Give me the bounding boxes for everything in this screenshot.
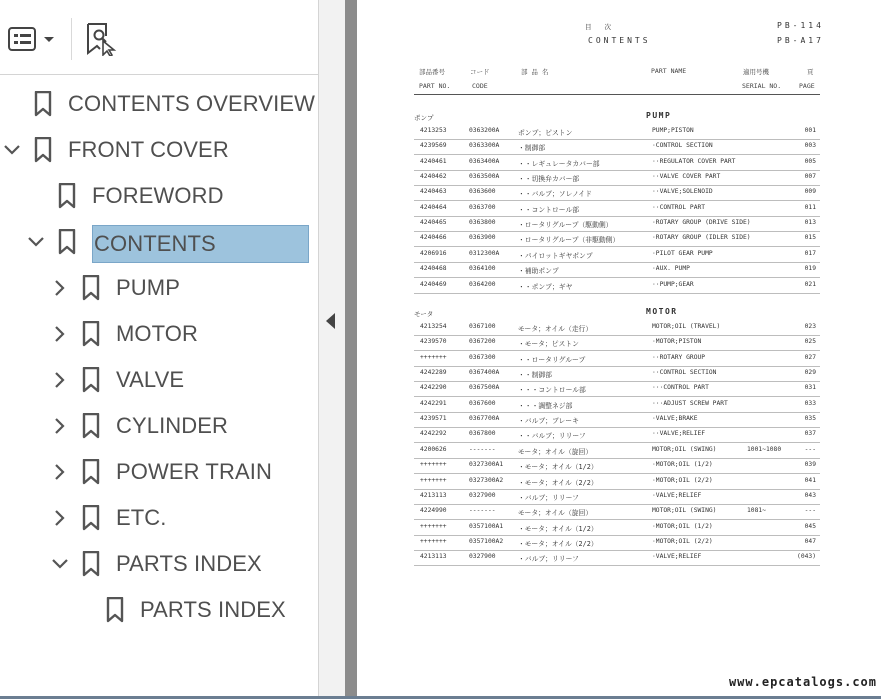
cell-code: 0367600 [469,399,496,407]
cell-part-no: 4206916 [420,249,447,257]
table-row [414,262,820,278]
table-row [414,170,820,186]
cell-code: ------- [469,507,496,515]
cell-part-no: 4242289 [420,369,447,377]
cell-part-no: 4213253 [420,127,447,134]
col-name-jp: 部 品 名 [521,68,549,76]
cell-part-name-en: ··PUMP;GEAR [652,280,694,288]
cell-code: 0363800 [469,219,496,227]
cell-code: 0312300A [469,249,500,257]
list-options-icon [8,26,38,52]
cell-part-name-jp: ・モータ；オイル（1/2） [518,524,598,533]
cell-part-name-en: ·VALVE;BRAKE [652,415,698,423]
bookmark-contents[interactable] [0,222,318,262]
cell-part-name-jp: ・バルブ；ブレーキ [518,417,579,426]
bookmark-label: MOTOR [116,321,198,346]
cell-part-no: 4239569 [420,142,447,150]
cell-page-no: 031 [804,384,816,392]
cell-part-name-en: ··VALVE;RELIEF [652,430,706,438]
col-part-no-en: PART NO. [419,82,451,90]
table-row [414,397,820,413]
cell-page-no: 041 [804,476,816,484]
bookmark-icon [34,91,52,117]
cell-part-name-en: ·MOTOR;OIL (2/2) [652,537,713,545]
bookmark-icon [82,367,100,393]
bookmark-foreword[interactable] [0,176,318,216]
cell-code: 0367300 [469,353,496,361]
bookmark-icon [106,597,124,623]
cell-part-no: 4242290 [420,384,447,392]
cell-part-name-en: ·VALVE;RELIEF [652,491,702,499]
table-row [414,550,820,566]
bookmark-icon [34,137,52,163]
col-page-jp: 頁 [807,68,814,76]
bookmark-icon [82,275,100,301]
cell-code: 0367100 [469,323,496,330]
chevron-right-icon[interactable] [50,370,70,390]
cell-code: 0363300A [469,142,500,150]
bookmark-label: FRONT COVER [68,137,229,162]
cell-part-name-jp: モータ；オイル（走行） [518,325,593,333]
table-row [414,474,820,490]
cell-part-no: 4240464 [420,203,447,211]
table-row [414,247,820,263]
table-row [414,351,820,367]
cell-part-name-jp: ・・レギュレータカバー部 [518,159,600,168]
cell-code: 0327300A2 [469,476,504,484]
cell-part-name-en: ·MOTOR;OIL (1/2) [652,461,713,469]
cell-page-no: 011 [804,203,816,211]
cell-part-name-jp: ・ロータリグループ（非駆動側） [518,236,620,245]
cell-page-no: 003 [804,142,816,150]
cell-part-no: +++++++ [420,476,447,484]
bookmark-contents-overview[interactable] [0,84,318,124]
bookmarks-panel [0,0,319,699]
chevron-down-icon[interactable] [26,232,46,252]
cell-page-no: 045 [804,522,816,530]
chevron-down-icon[interactable] [50,554,70,574]
table-row [414,427,820,443]
page-gutter [345,0,357,699]
bookmark-icon [82,459,100,485]
cell-part-no: 4239571 [420,415,447,423]
cell-part-no: 4242292 [420,430,447,438]
cell-part-no: 4240466 [420,234,447,242]
cell-part-no: +++++++ [420,353,447,361]
cell-part-name-en: ·MOTOR;PISTON [652,338,702,346]
cell-part-name-en: PUMP;PISTON [652,127,694,134]
cell-part-no: +++++++ [420,522,447,530]
bookmark-label: FOREWORD [92,183,224,208]
cell-page-no: 021 [804,280,816,288]
cell-code: 0363900 [469,234,496,242]
cell-page-no: 023 [804,323,816,330]
bookmark-front-cover[interactable] [0,130,318,170]
cell-part-no: +++++++ [420,537,447,545]
cell-part-name-en: ··CONTROL SECTION [652,369,717,377]
table-row [414,535,820,551]
bookmark-icon [58,229,76,255]
table-row [414,320,820,336]
bookmark-label: PUMP [116,275,180,300]
table-row [414,458,820,474]
cell-code: 0367500A [469,384,500,392]
chevron-right-icon[interactable] [50,278,70,298]
cell-part-name-jp: ・・バルブ；ソレノイド [518,190,592,199]
cell-part-name-en: ··CONTROL PART [652,203,706,211]
bookmark-label: PARTS INDEX [116,551,262,576]
cell-page-no: (043) [797,553,816,561]
cell-code: 0357100A2 [469,537,504,545]
cell-part-no: 4240461 [420,157,447,165]
bookmark-label: CONTENTS OVERVIEW [68,91,315,116]
cell-page-no: 013 [804,219,816,227]
cell-part-no: 4242291 [420,399,447,407]
bookmark-label: PARTS INDEX [140,597,286,622]
cell-part-name-en: MOTOR;OIL (SWING) [652,507,717,515]
table-row [414,335,820,351]
cell-part-name-jp: ・ロータリグループ（駆動側） [518,221,613,230]
cell-page-no: 033 [804,399,816,407]
cell-part-name-en: ··VALVE COVER PART [652,173,721,181]
table-row [414,489,820,505]
bookmark-label: VALVE [116,367,185,392]
cell-code: 0363700 [469,203,496,211]
cell-part-name-en: MOTOR;OIL (TRAVEL) [652,323,721,330]
cell-part-name-jp: ・補助ポンプ [518,267,559,276]
cell-part-name-en: ·AUX. PUMP [652,265,690,273]
cell-code: 0363500A [469,173,500,181]
cell-part-no: 4240463 [420,188,447,196]
cell-part-name-jp: ポンプ；ピストン [518,129,573,137]
section-title-en: PUMP [646,111,672,120]
cell-part-name-jp: ・モータ；オイル（2/2） [518,539,598,548]
cell-part-no: 4213113 [420,553,447,561]
table-row [414,443,820,459]
cell-part-name-jp: ・バルブ；リリーフ [518,555,579,564]
cell-serial-no: 1001~1080 [747,445,782,453]
toolbar-separator [71,18,72,60]
cell-part-name-en: ·VALVE;RELIEF [652,553,702,561]
chevron-right-icon[interactable] [50,462,70,482]
cell-code: 0327900 [469,491,496,499]
cell-part-name-en: ··VALVE;SOLENOID [652,188,713,196]
cell-part-name-en: ·MOTOR;OIL (1/2) [652,522,713,530]
title-jp: 目 次 [585,23,611,31]
cell-part-name-en: MOTOR;OIL (SWING) [652,445,717,453]
cell-part-name-jp: ・・ポンプ；ギヤ [518,282,573,291]
cell-part-no: 4213254 [420,323,447,330]
cell-part-name-jp: ・・ロータリグループ [518,355,586,364]
col-name-en: PART NAME [651,67,687,75]
chevron-right-icon[interactable] [50,324,70,344]
cell-code: ------- [469,445,496,453]
cell-page-no: --- [804,445,816,453]
bookmark-parts-index[interactable] [0,544,318,584]
table-row [414,185,820,201]
section-title-jp: モータ [414,310,434,318]
bookmark-icon [82,413,100,439]
doc-number-1: PB-114 [777,21,824,30]
cell-code: 0367700A [469,415,500,423]
col-serial-jp: 適用号機 [743,68,769,76]
header-rule [414,94,820,95]
table-row [414,381,820,397]
bookmark-icon [82,321,100,347]
cell-part-name-en: ···ADJUST SCREW PART [652,399,728,407]
section-title-en: MOTOR [646,307,678,316]
cell-part-name-jp: ・・・調整ネジ部 [518,401,573,410]
cell-page-no: 029 [804,369,816,377]
cell-part-name-jp: ・パイロットギヤポンプ [518,251,593,260]
chevron-right-icon[interactable] [50,508,70,528]
watermark-url: www.epcatalogs.com [728,675,877,689]
table-row [414,201,820,217]
cell-code: 0363400A [469,157,500,165]
cell-part-no: +++++++ [420,461,447,469]
table-row [414,231,820,247]
cell-page-no: 039 [804,461,816,469]
find-bookmark-icon [84,22,118,56]
cell-part-name-jp: ・モータ；オイル（2/2） [518,478,598,487]
cell-part-name-jp: ・バルブ；リリーフ [518,493,579,502]
col-page-en: PAGE [799,82,815,90]
panel-splitter[interactable] [319,0,345,699]
bookmarks-toolbar [0,0,318,75]
cell-page-no: 015 [804,234,816,242]
table-row [414,216,820,232]
table-row [414,124,820,140]
cell-serial-no: 1081~ [747,507,766,515]
cell-part-name-jp: ・・切換弁カバー部 [518,175,580,184]
bookmark-valve[interactable] [0,360,318,400]
cell-code: 0363600 [469,188,496,196]
cell-page-no: 035 [804,415,816,423]
chevron-right-icon[interactable] [50,416,70,436]
options-menu-button[interactable] [8,22,60,56]
section-title-jp: ポンプ [414,114,434,122]
bookmark-parts-index[interactable] [0,590,318,630]
cell-page-no: 007 [804,173,816,181]
chevron-down-icon [42,26,56,52]
cell-part-name-en: ···CONTROL PART [652,384,709,392]
cell-page-no: 025 [804,338,816,346]
cell-part-no: 4200626 [420,445,447,453]
col-part-no-jp: 部品番号 [419,68,445,76]
cell-part-name-jp: モータ；オイル（旋回） [518,509,593,518]
cell-part-name-jp: ・制御部 [518,144,546,153]
cell-part-name-en: ·ROTARY GROUP (DRIVE SIDE) [652,219,751,227]
bookmark-label: ETC. [116,505,167,530]
table-row [414,139,820,155]
bookmark-power-train[interactable] [0,452,318,492]
col-code-en: CODE [472,82,488,90]
cell-part-name-jp: ・・バルブ；リリーフ [518,432,586,441]
cell-page-no: 017 [804,249,816,257]
cell-part-name-en: ·MOTOR;OIL (2/2) [652,476,713,484]
cell-page-no: 001 [804,127,816,134]
table-row [414,520,820,536]
cell-code: 0367200 [469,338,496,346]
table-row [414,278,820,294]
cell-part-no: 4240469 [420,280,447,288]
cell-part-no: 4224990 [420,507,447,515]
cell-part-name-jp: ・・制御部 [518,371,552,380]
cell-page-no: 047 [804,537,816,545]
cell-code: 0357100A1 [469,522,504,530]
doc-number-2: PB-A17 [777,36,824,45]
bookmark-pump[interactable] [0,268,318,308]
bookmark-icon [82,505,100,531]
bookmark-label: POWER TRAIN [116,459,272,484]
col-serial-en: SERIAL NO. [742,82,782,90]
document-page [357,0,881,699]
cell-code: 0364100 [469,265,496,273]
cell-part-name-en: ·ROTARY GROUP (IDLER SIDE) [652,234,751,242]
table-row [414,155,820,171]
bookmark-etc[interactable] [0,498,318,538]
table-row [414,366,820,382]
chevron-down-icon[interactable] [2,140,22,160]
collapse-panel-icon[interactable] [326,313,335,329]
cell-code: 0327900 [469,553,496,561]
cell-part-no: 4240462 [420,173,447,181]
cell-code: 0364200 [469,280,496,288]
cell-page-no: 005 [804,157,816,165]
cell-part-name-jp: ・・・コントロール部 [518,386,586,395]
bookmark-icon [58,183,76,209]
bookmark-motor[interactable] [0,314,318,354]
cell-code: 0367800 [469,430,496,438]
cell-part-name-en: ·PILOT GEAR PUMP [652,249,713,257]
cell-part-name-jp: ・・コントロール部 [518,205,580,214]
cell-part-name-en: ··REGULATOR COVER PART [652,157,736,165]
title-en: CONTENTS [588,36,651,45]
cell-part-name-en: ··ROTARY GROUP [652,353,706,361]
cell-part-name-jp: ・モータ；オイル（1/2） [518,463,598,472]
cell-code: 0367400A [469,369,500,377]
bookmark-label: CYLINDER [116,413,229,438]
cell-part-name-jp: ・モータ；ピストン [518,340,579,349]
cell-page-no: 009 [804,188,816,196]
cell-page-no: 019 [804,265,816,273]
cell-code: 0363200A [469,127,500,134]
cell-page-no: 027 [804,353,816,361]
cell-page-no: 043 [804,491,816,499]
find-current-bookmark-button[interactable] [84,22,124,56]
cell-part-name-jp: モータ；オイル（旋回） [518,447,593,456]
table-row [414,412,820,428]
bookmark-icon [82,551,100,577]
bookmark-label: CONTENTS [92,225,309,263]
table-row [414,504,820,520]
cell-page-no: 037 [804,430,816,438]
cell-page-no: --- [804,507,816,515]
col-code-jp: コード [470,68,490,76]
cell-part-no: 4240468 [420,265,447,273]
cell-part-no: 4240465 [420,219,447,227]
cell-part-name-en: ·CONTROL SECTION [652,142,713,150]
cell-code: 0327300A1 [469,461,504,469]
cell-part-no: 4213113 [420,491,447,499]
cell-part-no: 4239570 [420,338,447,346]
bookmark-cylinder[interactable] [0,406,318,446]
